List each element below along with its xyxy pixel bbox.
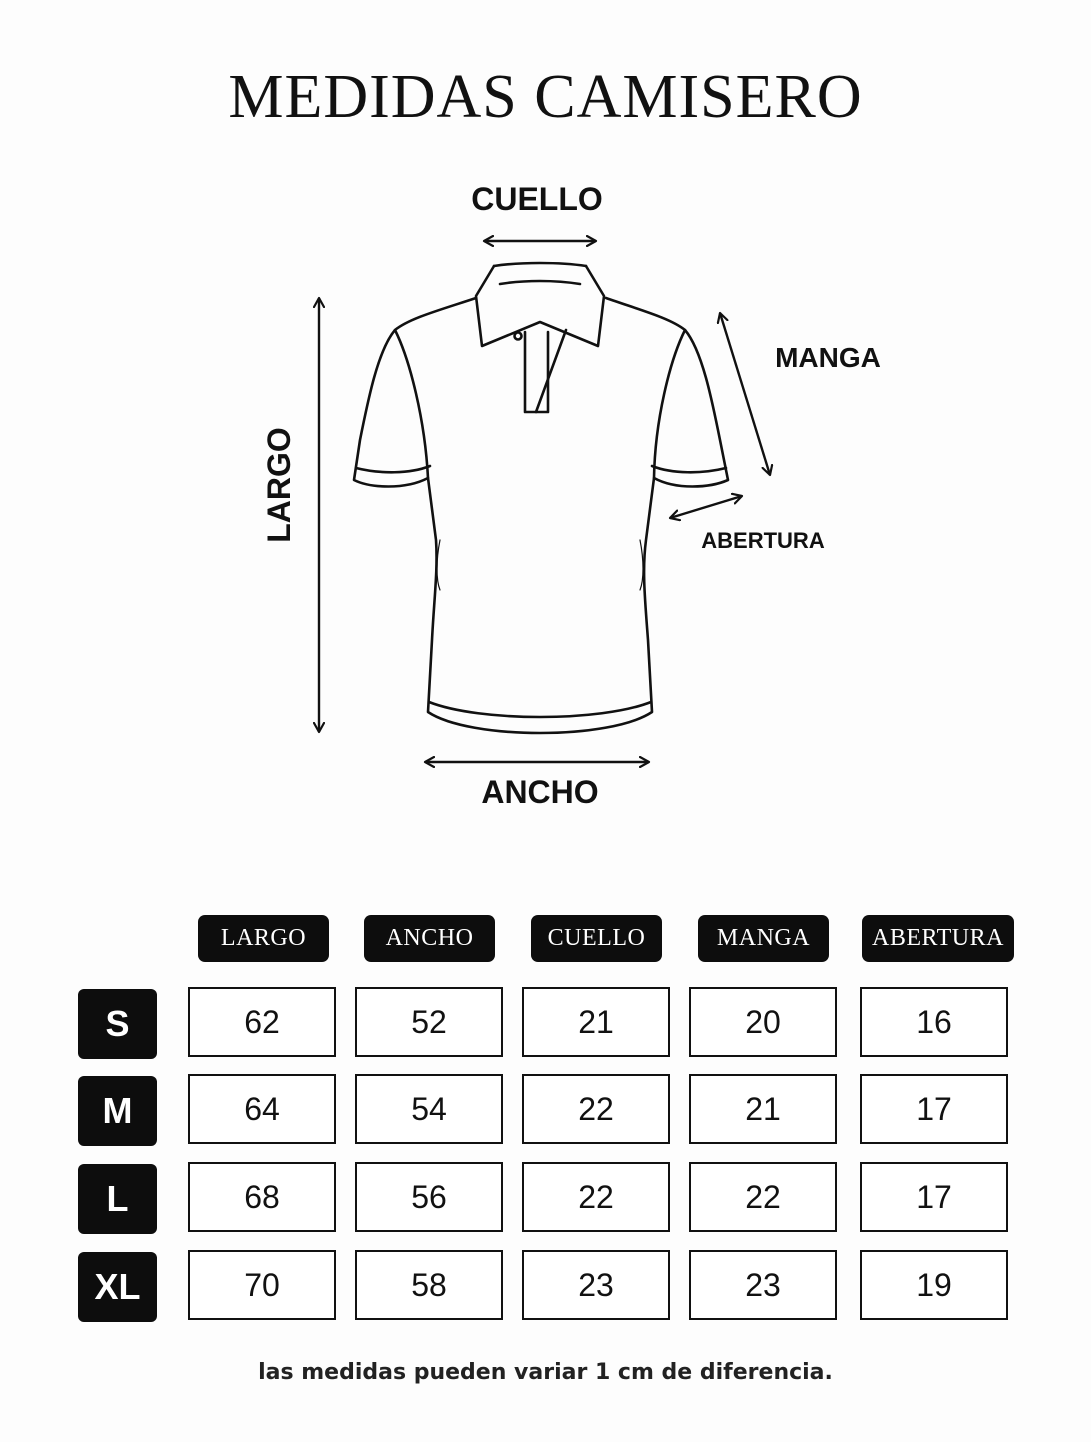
- manga-label: MANGA: [775, 342, 881, 373]
- abertura-arrow: [670, 496, 742, 518]
- manga-arrow: [720, 313, 770, 475]
- size-label-xl: XL: [78, 1252, 157, 1322]
- table-cell: 22: [689, 1162, 837, 1232]
- table-cell: 22: [522, 1074, 670, 1144]
- table-cell: 62: [188, 987, 336, 1057]
- column-header-manga: MANGA: [698, 915, 829, 962]
- size-label-l: L: [78, 1164, 157, 1234]
- page-title: MEDIDAS CAMISERO: [228, 63, 863, 131]
- table-cell: 17: [860, 1162, 1008, 1232]
- abertura-label: ABERTURA: [701, 528, 825, 553]
- column-header-largo: LARGO: [198, 915, 329, 962]
- polo-shirt-outline: [354, 263, 728, 733]
- table-cell: 52: [355, 987, 503, 1057]
- ancho-label: ANCHO: [481, 774, 599, 810]
- table-cell: 16: [860, 987, 1008, 1057]
- column-header-ancho: ANCHO: [364, 915, 495, 962]
- table-cell: 56: [355, 1162, 503, 1232]
- column-header-abertura: ABERTURA: [862, 915, 1014, 962]
- table-cell: 21: [689, 1074, 837, 1144]
- table-cell: 68: [188, 1162, 336, 1232]
- table-cell: 23: [689, 1250, 837, 1320]
- table-cell: 70: [188, 1250, 336, 1320]
- size-label-s: S: [78, 989, 157, 1059]
- table-cell: 22: [522, 1162, 670, 1232]
- table-cell: 54: [355, 1074, 503, 1144]
- footnote: las medidas pueden variar 1 cm de diferencia.: [258, 1360, 833, 1385]
- cuello-label: CUELLO: [471, 181, 603, 217]
- size-label-m: M: [78, 1076, 157, 1146]
- table-cell: 17: [860, 1074, 1008, 1144]
- table-cell: 58: [355, 1250, 503, 1320]
- table-cell: 23: [522, 1250, 670, 1320]
- table-cell: 21: [522, 987, 670, 1057]
- table-cell: 64: [188, 1074, 336, 1144]
- table-cell: 19: [860, 1250, 1008, 1320]
- largo-label: LARGO: [261, 427, 297, 543]
- column-header-cuello: CUELLO: [531, 915, 662, 962]
- table-cell: 20: [689, 987, 837, 1057]
